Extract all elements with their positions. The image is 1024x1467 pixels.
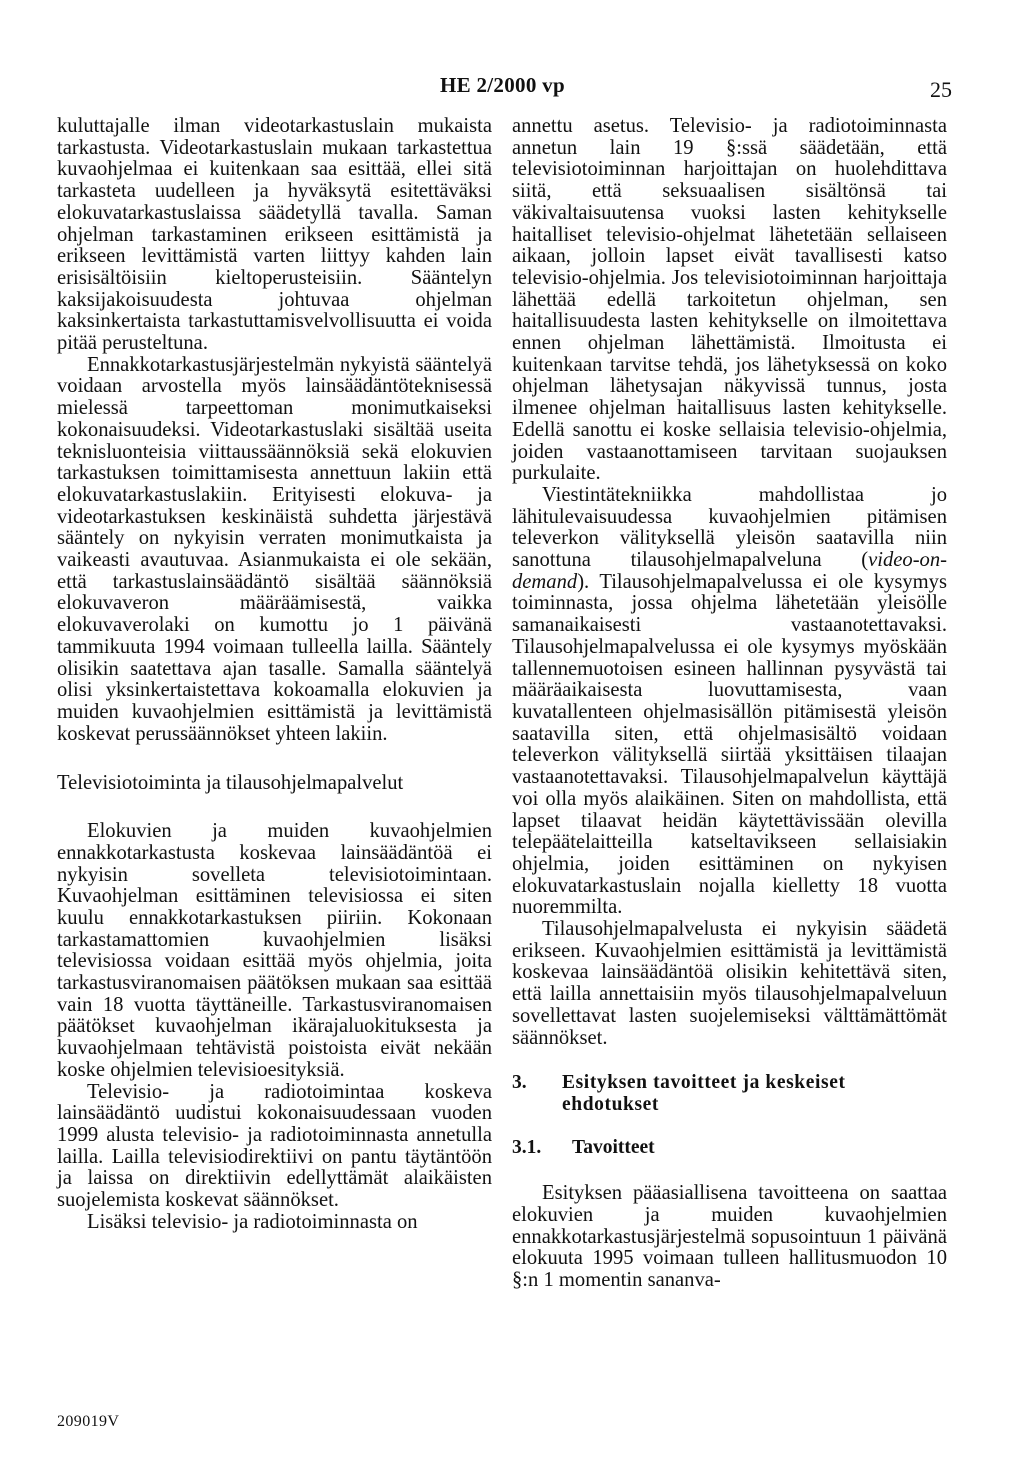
running-head: HE 2/2000 vp <box>440 73 565 97</box>
print-code: 209019V <box>57 1413 120 1430</box>
paragraph-text: Viestintätekniikka mahdollistaa jo lähitulevaisuudessa kuvaohjelmien pitämisen televerkon välityksellä yleisön saatavilla niin sanottuna tilausohjelmapalveluna ( <box>512 483 947 572</box>
section-heading <box>512 1072 947 1116</box>
paragraph-emphasis: video-on-demand <box>512 549 947 593</box>
subsection-heading <box>512 1137 947 1159</box>
subsection-number: 3.1. <box>512 1137 542 1159</box>
paragraph: Ennakkotarkastusjärjestelmän nykyistä sääntelyä voidaan arvostella myös lainsäädäntöteknisessä mielessä tarpeettoman monimutkaiseksi kokonaisuudeksi. Videotarkastuslaki sisältää useita teknisluonteisia viittaussäännöksiä sekä elokuvien tarkastuksen toimittamisesta annettuun lakiin että elokuvatarkastuslakiin. Erityisesti elokuva- ja videotarkastuksen keskinäistä suhdetta järjestävä sääntely on nykyisin verraten monimutkaista ja vaikeasti avautuvaa. Asianmukaista ei ole sekään, että tarkastuslainsäädäntö sisältää säännöksiä elokuvaveron määräämisestä, vaikka elokuvaverolaki on kumottu jo 1 päivänä tammikuuta 1994 voimaan tulleella lailla. Sääntely olisikin saatettava ajan tasalle. Samalla sääntelyä olisi yksinkertaistettava kokoamalla elokuvien ja muiden kuvaohjelmien esittämistä ja levittämistä koskevat perussäännökset yhteen lakiin. <box>57 353 492 745</box>
paragraph <box>512 485 947 919</box>
paragraph: Lisäksi televisio- ja radiotoiminnasta on <box>87 1210 418 1233</box>
section-title: Esityksen tavoitteet ja keskeiset ehdotukset <box>562 1072 846 1116</box>
paragraph: Tilausohjelmapalvelusta ei nykyisin säädetä erikseen. Kuvaohjelmien esittämistä ja levittämistä koskevaa lainsäädäntöä olisikin kehitettävä siten, että lailla annettaisiin myös tilausohjelmapalveluun sovellettavat lasten suojelemiseksi välttämättömät säännökset. <box>512 918 947 1049</box>
left-column <box>57 116 492 1233</box>
paragraph: Elokuvien ja muiden kuvaohjelmien ennakkotarkastusta koskevaa lainsäädäntöä ei nykyisin sovelleta televisiotoimintaan. Kuvaohjelman esittäminen televisiossa ei siten kuulu ennakkotarkastuksen piiriin. Kokonaan tarkastamattomien kuvaohjelmien lisäksi televisiossa voidaan esittää myös ohjelmia, joita tarkastusviranomaisen päätöksen mukaan saa esittää vain 18 vuotta täyttäneille. Tarkastusviranomaisen päätökset kuvaohjelman ikärajaluokituksesta ja kuvaohjelmaan tehtävistä poistoista eivät nekään koske ohjelmien televisioesityksiä. <box>57 820 492 1081</box>
subsection-title: Tavoitteet <box>572 1137 655 1159</box>
paragraph: annettu asetus. Televisio- ja radiotoiminnasta annetun lain 19 §:ssä säädetään, että televisiotoiminnan harjoittajan on huolehdittava siitä, että seksuaalisen sisältönsä tai väkivaltaisuutensa vuoksi lasten kehitykselle haitalliset televisio-ohjelmat lähetetään sellaiseen aikaan, jolloin lapset eivät tavallisesti katso televisio-ohjelmia. Jos televisiotoiminnan harjoittaja lähettää edellä tarkoitetun ohjelman, sen haitallisuudesta lasten kehitykselle on ilmoitettava ennen ohjelman lähettämistä. Ilmoitusta ei kuitenkaan tarvitse tehdä, jos lähetyksessä on koko ohjelman lähetysajan näkyvissä tunnus, josta ilmenee ohjelman haitallisuus lasten kehitykselle. Edellä sanottu ei koske sellaisia televisio-ohjelmia, joiden vastaanottamiseen tarvitaan suojauksen purkulaite. <box>512 115 947 485</box>
paragraph: kuluttajalle ilman videotarkastuslain mukaista tarkastusta. Videotarkastuslain mukaan tarkastettua kuvaohjelmaa ei kuitenkaan saa esittää, ellei sitä tarkasteta uudelleen ja hyväksytä esitettäväksi elokuvatarkastuslaissa säädetyllä tavalla. Saman ohjelman tarkastaminen erikseen esittämistä ja erikseen levittämistä varten liittyy kahden lain erisisältöisiin kieltoperusteisiin. Sääntelyn kaksijakoisuudesta johtuvaa ohjelman kaksinkertaista tarkastuttamisvelvollisuutta ei voida pitää perusteltuna. <box>57 115 492 355</box>
subheading: Televisiotoiminta ja tilausohjelmapalvelut <box>57 772 404 795</box>
right-column <box>512 116 947 1292</box>
paragraph: Televisio- ja radiotoimintaa koskeva lainsäädäntö uudistui kokonaisuudessaan vuoden 1999 alusta televisio- ja radiotoiminnasta annetulla lailla. Lailla televisiodirektiivi on pantu täytäntöön ja laissa on direktiivin edellyttämät alaikäisten suojelemista koskevat säännökset. <box>57 1080 492 1212</box>
paragraph-text: ). Tilausohjelmapalvelussa ei ole kysymys toiminnasta, jossa ohjelma lähetetään yleisölle samanaikaisesti vastaanotettavaksi. Tilausohjelmapalvelussa ei ole kysymys myöskään tallennemuotoisen esineen hallinnan pysyvästä tai määräaikaisesta luovuttamisesta, vaan kuvatallenteen ohjelmasisällön pitämisestä yleisön saatavilla siten, että ohjelmasisältö voidaan televerkon välityksellä siirtää yksittäisen tilaajan vastaanotettavaksi. Tilausohjelmapalvelun käyttäjä voi olla myös alaikäinen. Siten on mahdollista, että lapset tilaavat heidän käytettävissään olevilla telepäätelaitteilla katseltavikseen sellaisiakin ohjelmia, joiden esittäminen on nykyisen elokuvatarkastuslain nojalla kielletty 18 vuotta nuoremmilta. <box>512 570 947 919</box>
paragraph: Esityksen pääasiallisena tavoitteena on saattaa elokuvien ja muiden kuvaohjelmien ennakkotarkastusjärjestelmä sopusointuun 1 päivänä elokuuta 1995 voimaan tulleen hallitusmuodon 10 §:n 1 momentin sananva- <box>512 1182 947 1292</box>
page-number: 25 <box>930 77 952 102</box>
section-number: 3. <box>512 1072 527 1094</box>
